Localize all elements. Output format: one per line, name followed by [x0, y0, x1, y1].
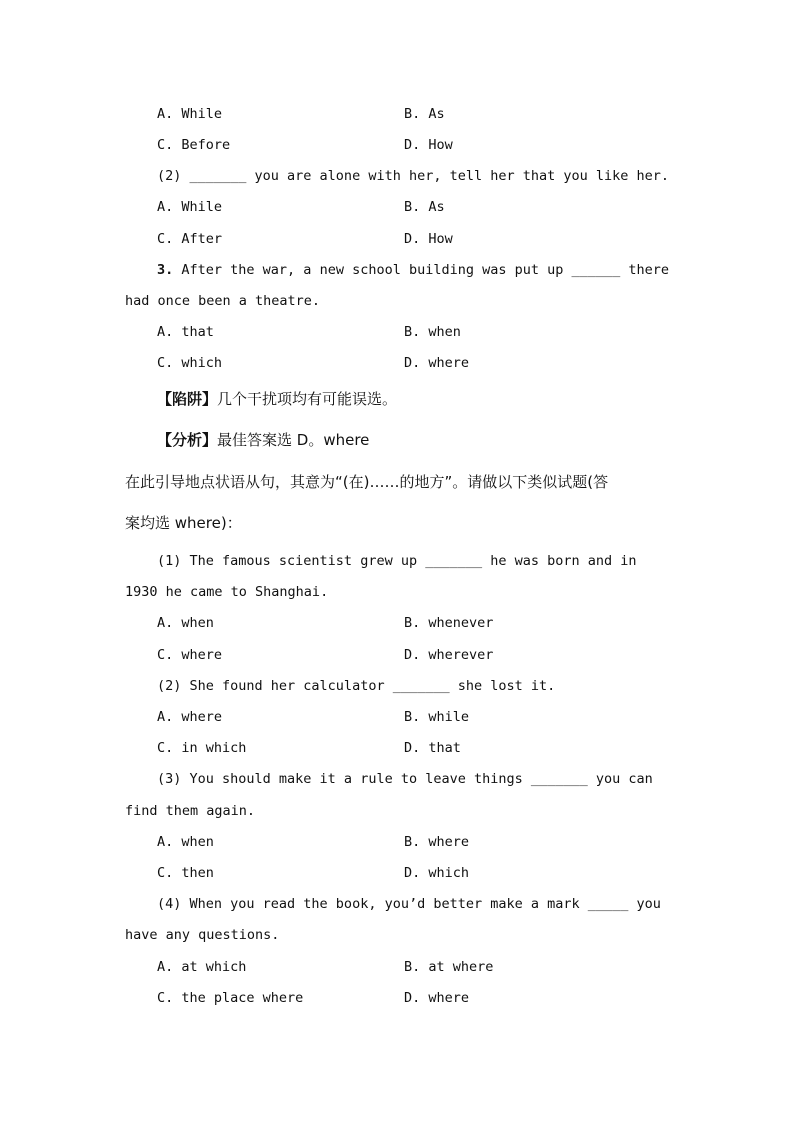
option-a: A. at which — [157, 959, 247, 975]
option-a: A. While — [157, 106, 223, 122]
question-number: 3. — [157, 262, 174, 278]
option-a: A. that — [157, 324, 214, 340]
question-stem: (2) _______ you are alone with her, tell her that you like her. — [157, 168, 670, 184]
option-c: C. which — [157, 355, 223, 371]
option-b: B. As — [404, 106, 445, 122]
option-c: C. in which — [157, 740, 247, 756]
option-d: D. How — [404, 231, 453, 247]
option-b: B. As — [404, 199, 445, 215]
option-b: B. when — [404, 324, 461, 340]
option-a: A. when — [157, 834, 214, 850]
option-c: C. where — [157, 647, 223, 663]
option-b: B. while — [404, 709, 470, 725]
practice-stem-continued: 1930 he came to Shanghai. — [125, 584, 329, 600]
analysis-tag: 【分析】 — [157, 431, 218, 449]
option-d: D. that — [404, 740, 461, 756]
option-a: A. where — [157, 709, 223, 725]
trap-note — [157, 389, 397, 409]
option-d: D. wherever — [404, 647, 494, 663]
trap-tag: 【陷阱】 — [157, 390, 218, 408]
option-c: C. then — [157, 865, 214, 881]
practice-stem: (3) You should make it a rule to leave things _______ you can — [157, 771, 653, 787]
option-c: C. Before — [157, 137, 231, 153]
question-stem-continued: had once been a theatre. — [125, 293, 321, 309]
trap-text: 几个干扰项均有可能误选。 — [217, 390, 398, 408]
practice-stem-continued: find them again. — [125, 803, 256, 819]
option-b: B. at where — [404, 959, 494, 975]
option-c: C. the place where — [157, 990, 304, 1006]
analysis-text: 最佳答案选 D。where — [217, 431, 370, 449]
option-a: A. when — [157, 615, 214, 631]
option-d: D. where — [404, 990, 470, 1006]
question-stem: After the war, a new school building was put up ______ there — [173, 262, 670, 278]
analysis-note — [157, 430, 369, 450]
practice-stem: (2) She found her calculator _______ she lost it. — [157, 678, 556, 694]
practice-stem: (4) When you read the book, you’d better make a mark _____ you — [157, 896, 661, 912]
analysis-explain-continued: 案均选 where)： — [125, 514, 242, 532]
option-b: B. where — [404, 834, 470, 850]
analysis-explain: 在此引导地点状语从句，其意为“(在)……的地方”。请做以下类似试题(答 — [125, 473, 609, 491]
option-a: A. While — [157, 199, 223, 215]
option-c: C. After — [157, 231, 223, 247]
option-d: D. where — [404, 355, 470, 371]
option-d: D. How — [404, 137, 453, 153]
option-d: D. which — [404, 865, 470, 881]
question-3 — [157, 260, 669, 280]
practice-stem: (1) The famous scientist grew up _______ he was born and in — [157, 553, 637, 569]
option-b: B. whenever — [404, 615, 494, 631]
practice-stem-continued: have any questions. — [125, 927, 280, 943]
